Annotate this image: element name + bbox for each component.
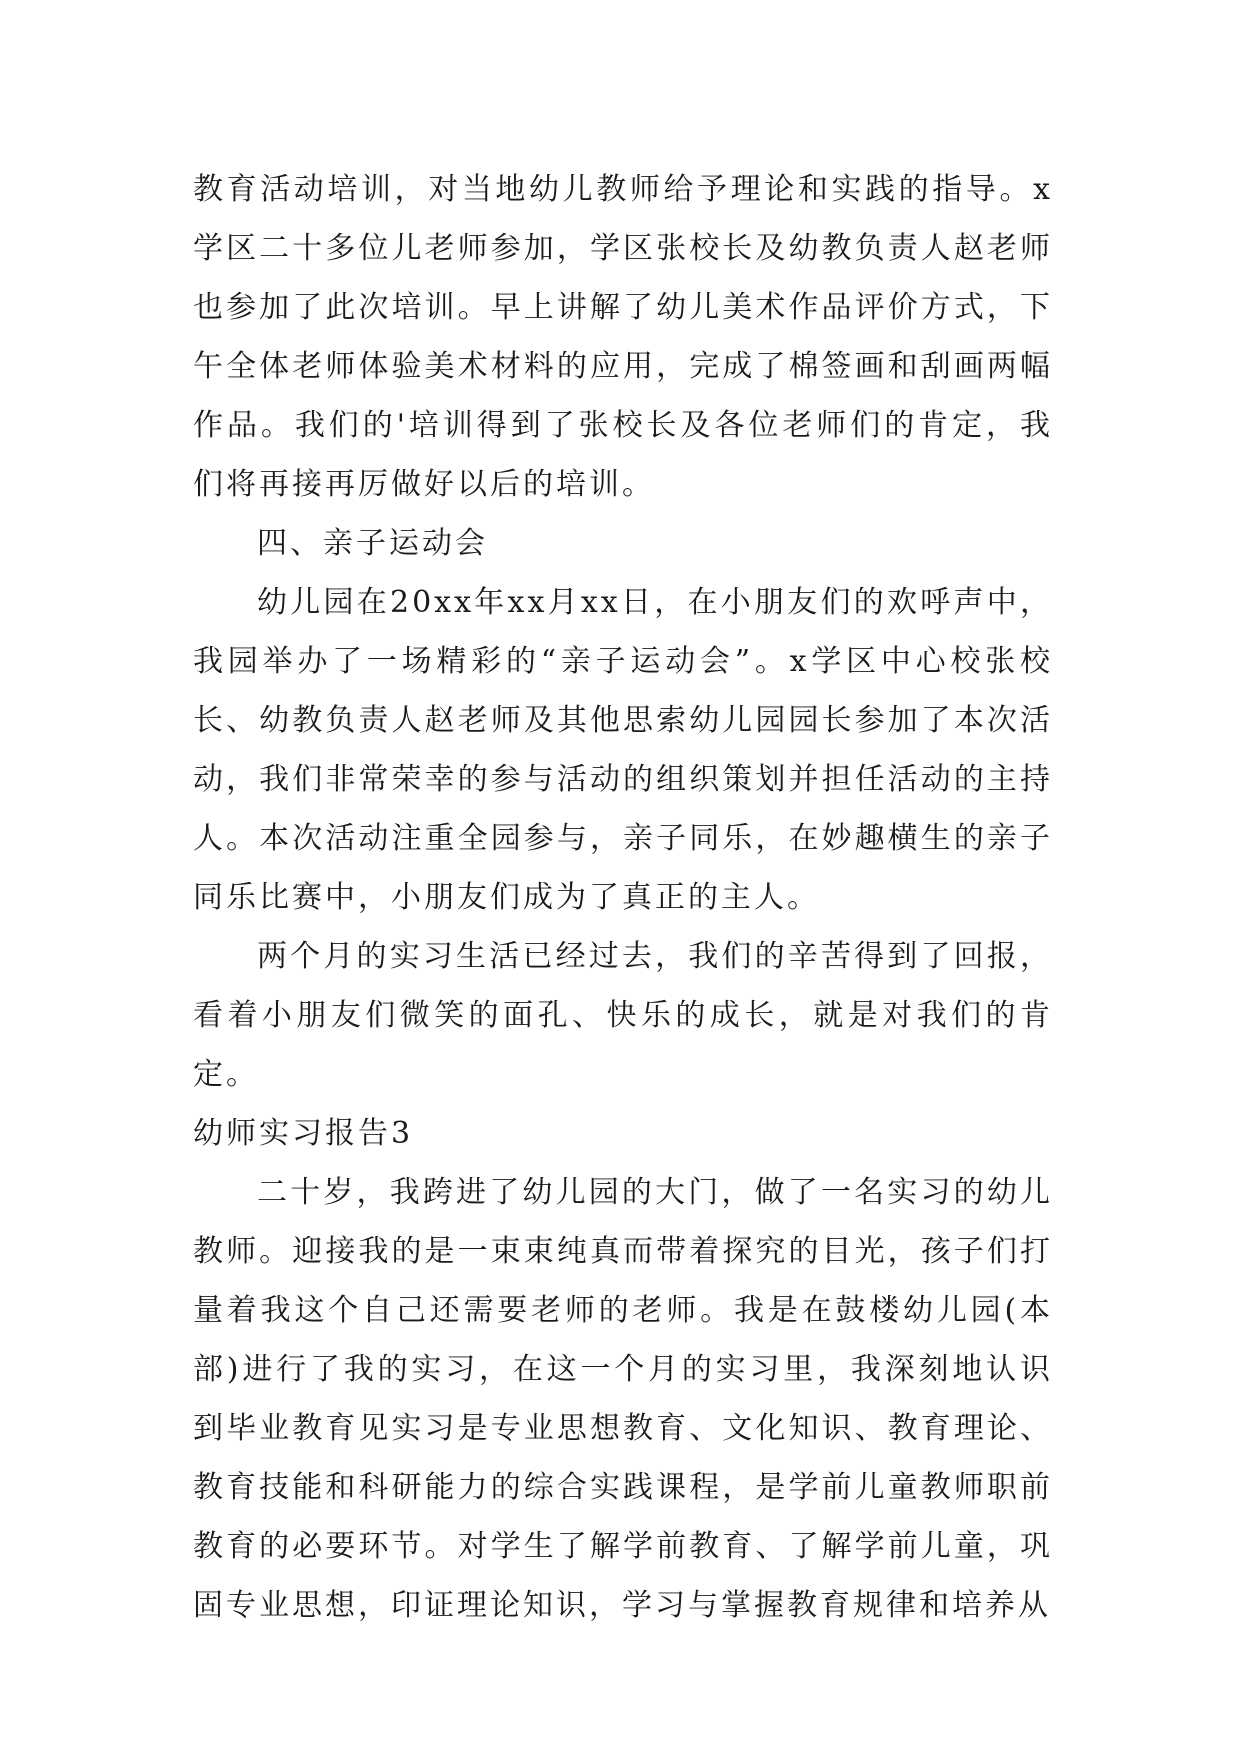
paragraph-sports-meeting: 幼儿园在20xx年xx月xx日，在小朋友们的欢呼声中，我园举办了一场精彩的“亲子运动会”。x学区中心校张校长、幼教负责人赵老师及其他思索幼儿园园长参加了本次活动，我们非常荣幸的参与活动的组织策划并担任活动的主持人。本次活动注重全园参与，亲子同乐，在妙趣横生的亲子同乐比赛中，小朋友们成为了真正的主人。: [193, 585, 1053, 915]
paragraph-training-continued: 教育活动培训，对当地幼儿教师给予理论和实践的指导。x学区二十多位儿老师参加，学区张校长及幼教负责人赵老师也参加了此次培训。早上讲解了幼儿美术作品评价方式，下午全体老师体验美术材料的应用，完成了棉签画和刮画两幅作品。我们的'培训得到了张校长及各位老师们的肯定，我们将再接再厉做好以后的培训。: [193, 172, 1053, 502]
section-heading-parent-child-sports: 四、亲子运动会: [257, 526, 488, 561]
paragraph-report-3-intro: 二十岁，我跨进了幼儿园的大门，做了一名实习的幼儿教师。迎接我的是一束束纯真而带着探究的目光，孩子们打量着我这个自己还需要老师的老师。我是在鼓楼幼儿园(本部)进行了我的实习，在这一个月的实习里，我深刻地认识到毕业教育见实习是专业思想教育、文化知识、教育理论、教育技能和科研能力的综合实践课程，是学前儿童教师职前教育的必要环节。对学生了解学前教育、了解学前儿童，巩固专业思想，印证理论知识，学习与掌握教育规律和培养从: [193, 1175, 1053, 1623]
paragraph-internship-summary: 两个月的实习生活已经过去，我们的辛苦得到了回报，看着小朋友们微笑的面孔、快乐的成长，就是对我们的肯定。: [193, 939, 1053, 1092]
report-title-3: 幼师实习报告3: [193, 1116, 414, 1151]
document-body: [193, 160, 1053, 1635]
